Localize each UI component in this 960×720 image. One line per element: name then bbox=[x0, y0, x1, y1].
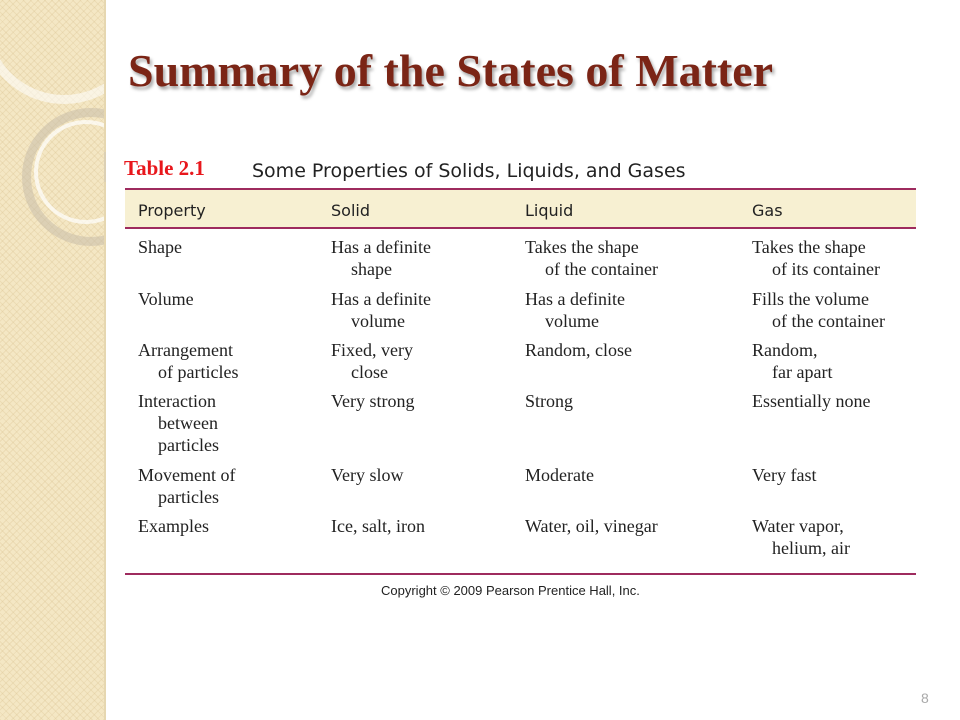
table-cell-property bbox=[138, 464, 235, 508]
cell-line: Takes the shape bbox=[525, 237, 639, 257]
cell-line: Very slow bbox=[331, 465, 404, 485]
cell-line: Fixed, very bbox=[331, 340, 413, 360]
table-cell-gas bbox=[752, 515, 850, 559]
decorative-sidebar bbox=[0, 0, 106, 720]
cell-line: helium, air bbox=[772, 538, 850, 558]
table-cell-gas bbox=[752, 464, 816, 486]
table-cell-solid bbox=[331, 464, 404, 486]
table-cell-gas bbox=[752, 236, 880, 280]
cell-line: Volume bbox=[138, 289, 194, 309]
table-cell-solid bbox=[331, 339, 413, 383]
cell-line: Moderate bbox=[525, 465, 594, 485]
cell-line: Movement of bbox=[138, 465, 236, 485]
cell-line: Interaction bbox=[138, 391, 216, 411]
table-caption: Some Properties of Solids, Liquids, and Gases bbox=[252, 160, 686, 182]
table-cell-solid bbox=[331, 288, 431, 332]
table-cell-solid bbox=[331, 390, 415, 412]
table-cell-property bbox=[138, 339, 238, 383]
cell-line: Fills the volume bbox=[752, 289, 869, 309]
cell-line: Has a definite bbox=[331, 237, 431, 257]
cell-line: particles bbox=[158, 487, 219, 507]
cell-line: close bbox=[351, 362, 388, 382]
cell-line: Takes the shape bbox=[752, 237, 866, 257]
page-number: 8 bbox=[921, 690, 929, 706]
cell-line: shape bbox=[351, 259, 392, 279]
table-cell-liquid bbox=[525, 339, 632, 361]
cell-line: Water, oil, vinegar bbox=[525, 516, 658, 536]
copyright-notice: Copyright © 2009 Pearson Prentice Hall, Inc. bbox=[381, 583, 640, 598]
table-cell-liquid bbox=[525, 236, 658, 280]
column-header-gas: Gas bbox=[752, 201, 783, 220]
table-cell-gas bbox=[752, 288, 885, 332]
cell-line: between bbox=[158, 413, 218, 433]
column-header-property: Property bbox=[138, 201, 206, 220]
cell-line: of particles bbox=[158, 362, 239, 382]
table-cell-property bbox=[138, 515, 209, 537]
cell-line: Very strong bbox=[331, 391, 415, 411]
cell-line: of the container bbox=[545, 259, 658, 279]
cell-line: Random, close bbox=[525, 340, 632, 360]
cell-line: volume bbox=[545, 311, 599, 331]
table-cell-property bbox=[138, 236, 182, 258]
table-cell-liquid bbox=[525, 515, 658, 537]
table-header-band bbox=[125, 190, 916, 227]
cell-line: Random, bbox=[752, 340, 818, 360]
table-number-tag bbox=[104, 152, 236, 182]
cell-line: Shape bbox=[138, 237, 182, 257]
cell-line: Examples bbox=[138, 516, 209, 536]
cell-line: of the container bbox=[772, 311, 885, 331]
table-cell-liquid bbox=[525, 390, 573, 412]
table-header-rule bbox=[125, 227, 916, 229]
cell-line: Ice, salt, iron bbox=[331, 516, 425, 536]
cell-line: Water vapor, bbox=[752, 516, 844, 536]
slide-title: Summary of the States of Matter bbox=[128, 45, 774, 96]
column-header-liquid: Liquid bbox=[525, 201, 574, 220]
table-cell-liquid bbox=[525, 464, 594, 486]
table-cell-gas bbox=[752, 390, 870, 412]
table-cell-solid bbox=[331, 236, 431, 280]
table-cell-liquid bbox=[525, 288, 625, 332]
decorative-ring bbox=[0, 0, 106, 104]
cell-line: Essentially none bbox=[752, 391, 871, 411]
table-cell-property bbox=[138, 288, 194, 310]
cell-line: Has a definite bbox=[331, 289, 431, 309]
table-cell-property bbox=[138, 390, 219, 456]
cell-line: of its container bbox=[772, 259, 880, 279]
table-bottom-rule bbox=[125, 573, 916, 575]
column-header-solid: Solid bbox=[331, 201, 370, 220]
table-cell-solid bbox=[331, 515, 425, 537]
cell-line: Very fast bbox=[752, 465, 817, 485]
table-number-label: Table 2.1 bbox=[124, 156, 205, 180]
cell-line: Arrangement bbox=[138, 340, 233, 360]
cell-line: volume bbox=[351, 311, 405, 331]
table-cell-gas bbox=[752, 339, 832, 383]
cell-line: far apart bbox=[772, 362, 833, 382]
cell-line: Has a definite bbox=[525, 289, 625, 309]
cell-line: Strong bbox=[525, 391, 574, 411]
cell-line: particles bbox=[158, 435, 219, 455]
